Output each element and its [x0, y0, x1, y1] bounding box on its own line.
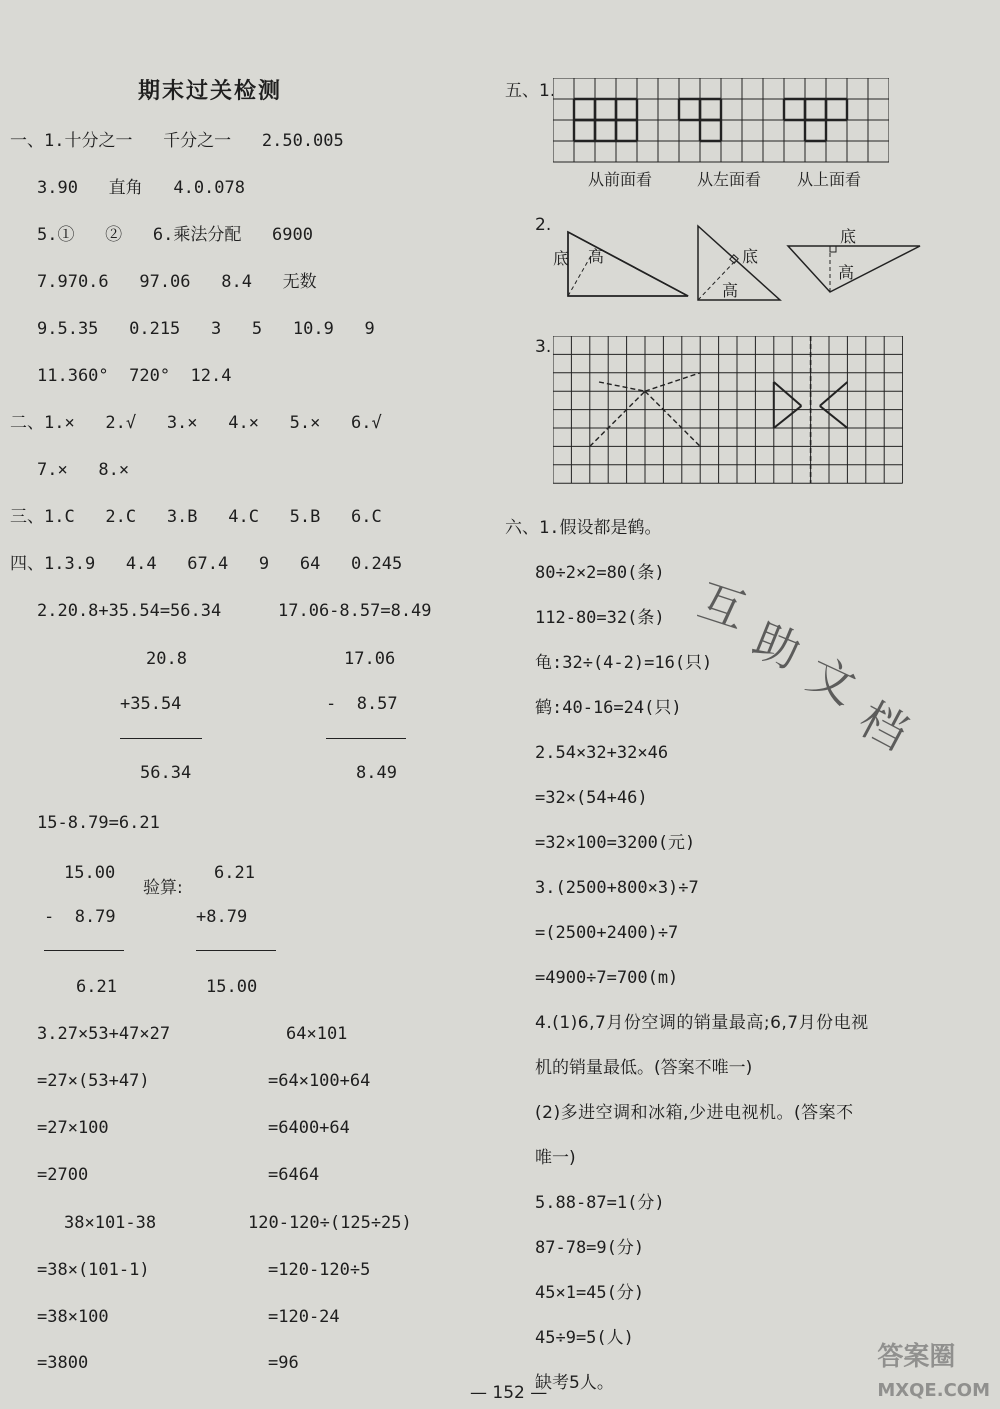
- solution-line: 六、1.假设都是鹤。: [505, 518, 662, 538]
- calc-rule: [196, 950, 276, 951]
- page-number: — 152 —: [470, 1383, 548, 1403]
- answer-line: 四、1.3.9 4.4 67.4 9 64 0.245: [10, 554, 403, 574]
- equation: =120-120÷5: [268, 1260, 371, 1280]
- tri-label-height: 高: [838, 263, 855, 282]
- equation: =38×100: [37, 1307, 109, 1327]
- solution-line: 鹤:40-16=24(只): [535, 698, 682, 718]
- solution-line: 5.88-87=1(分): [535, 1193, 665, 1213]
- calc-result: 56.34: [140, 763, 192, 783]
- calc-rule: [120, 738, 202, 739]
- equation: =3800: [37, 1353, 89, 1373]
- answer-line: 9.5.35 0.215 3 5 10.9 9: [37, 319, 375, 339]
- calc-result: 15.00: [206, 977, 258, 997]
- tri-label-height: 高: [722, 281, 739, 300]
- answer-line: 三、1.C 2.C 3.B 4.C 5.B 6.C: [10, 507, 382, 527]
- solution-line: 45×1=45(分): [535, 1283, 645, 1303]
- calc-result: 6.21: [76, 977, 117, 997]
- answer-line: 3.90 直角 4.0.078: [37, 178, 245, 198]
- calc-rule: [44, 950, 124, 951]
- symmetry-grid: [553, 336, 903, 486]
- tri-label-base: 底: [840, 227, 857, 246]
- question-label: 2.: [535, 215, 552, 235]
- solution-line: 45÷9=5(人): [535, 1328, 634, 1348]
- calc-operand: +8.79: [196, 907, 248, 927]
- calc-operand: - 8.57: [326, 694, 398, 714]
- solution-line: 112-80=32(条): [535, 608, 665, 628]
- equation: =2700: [37, 1165, 89, 1185]
- handwritten-stamp: 互: [691, 573, 753, 639]
- solution-line: 机的销量最低。(答案不唯一): [535, 1058, 753, 1078]
- equation: 15-8.79=6.21: [37, 813, 160, 833]
- equation: =64×100+64: [268, 1071, 371, 1091]
- equation: =27×100: [37, 1118, 109, 1138]
- tri-label-base: 底: [553, 249, 570, 268]
- equation: =6400+64: [268, 1118, 350, 1138]
- answer-line: 5.① ② 6.乘法分配 6900: [37, 225, 313, 245]
- answer-line: 二、1.× 2.√ 3.× 4.× 5.× 6.√: [10, 413, 382, 433]
- equation: 120-120÷(125÷25): [248, 1213, 412, 1233]
- calc-operand: +35.54: [120, 694, 182, 714]
- solution-line: 87-78=9(分): [535, 1238, 645, 1258]
- solution-line: 4.(1)6,7月份空调的销量最高;6,7月份电视: [535, 1013, 869, 1033]
- solution-line: 3.(2500+800×3)÷7: [535, 878, 699, 898]
- answer-line: 7.970.6 97.06 8.4 无数: [37, 272, 317, 292]
- equation: =6464: [268, 1165, 320, 1185]
- solution-line: (2)多进空调和冰箱,少进电视机。(答案不: [535, 1103, 854, 1123]
- handwritten-stamp: 档: [850, 691, 917, 761]
- solution-line: =(2500+2400)÷7: [535, 923, 679, 943]
- calc-operand: 6.21: [214, 863, 255, 883]
- equation: =27×(53+47): [37, 1071, 150, 1091]
- equation: 64×101: [286, 1024, 348, 1044]
- solution-line: 唯一): [535, 1148, 576, 1168]
- solution-line: =32×100=3200(元): [535, 833, 696, 853]
- answer-line: 11.360° 720° 12.4: [37, 366, 232, 386]
- answer-line: 一、1.十分之一 千分之一 2.50.005: [10, 131, 344, 151]
- solution-line: 2.54×32+32×46: [535, 743, 669, 763]
- handwritten-stamp: 助: [745, 612, 809, 680]
- equation: 2.20.8+35.54=56.34: [37, 601, 222, 621]
- equation: 3.27×53+47×27: [37, 1024, 171, 1044]
- solution-line: 缺考5人。: [535, 1373, 614, 1393]
- page-title: 期末过关检测: [138, 79, 283, 104]
- calc-operand: 15.00: [64, 863, 116, 883]
- calc-operand: 17.06: [344, 649, 396, 669]
- view-grid: [553, 78, 889, 164]
- equation: =96: [268, 1353, 299, 1373]
- question-label: 五、1.: [505, 81, 556, 101]
- solution-line: 龟:32÷(4-2)=16(只): [535, 653, 713, 673]
- tri-label-base: 底: [742, 247, 759, 266]
- solution-line: =4900÷7=700(m): [535, 968, 679, 988]
- view-caption: 从前面看: [588, 170, 653, 189]
- watermark-logo: 答案圈 MXQE.COM: [877, 1342, 990, 1401]
- handwritten-stamp: 文: [799, 646, 864, 715]
- solution-line: =32×(54+46): [535, 788, 648, 808]
- answer-line: 7.× 8.×: [37, 460, 130, 480]
- question-label: 3.: [535, 337, 552, 357]
- tri-label-height: 高: [588, 247, 605, 266]
- calc-rule: [326, 738, 406, 739]
- calc-operand: 20.8: [146, 649, 187, 669]
- equation: 38×101-38: [64, 1213, 157, 1233]
- calc-operand: - 8.79: [44, 907, 116, 927]
- solution-line: 80÷2×2=80(条): [535, 563, 665, 583]
- view-caption: 从左面看: [697, 170, 762, 189]
- view-caption: 从上面看: [797, 170, 862, 189]
- equation: =120-24: [268, 1307, 340, 1327]
- equation: 17.06-8.57=8.49: [278, 601, 432, 621]
- check-label: 验算:: [143, 878, 183, 898]
- calc-result: 8.49: [356, 763, 397, 783]
- equation: =38×(101-1): [37, 1260, 150, 1280]
